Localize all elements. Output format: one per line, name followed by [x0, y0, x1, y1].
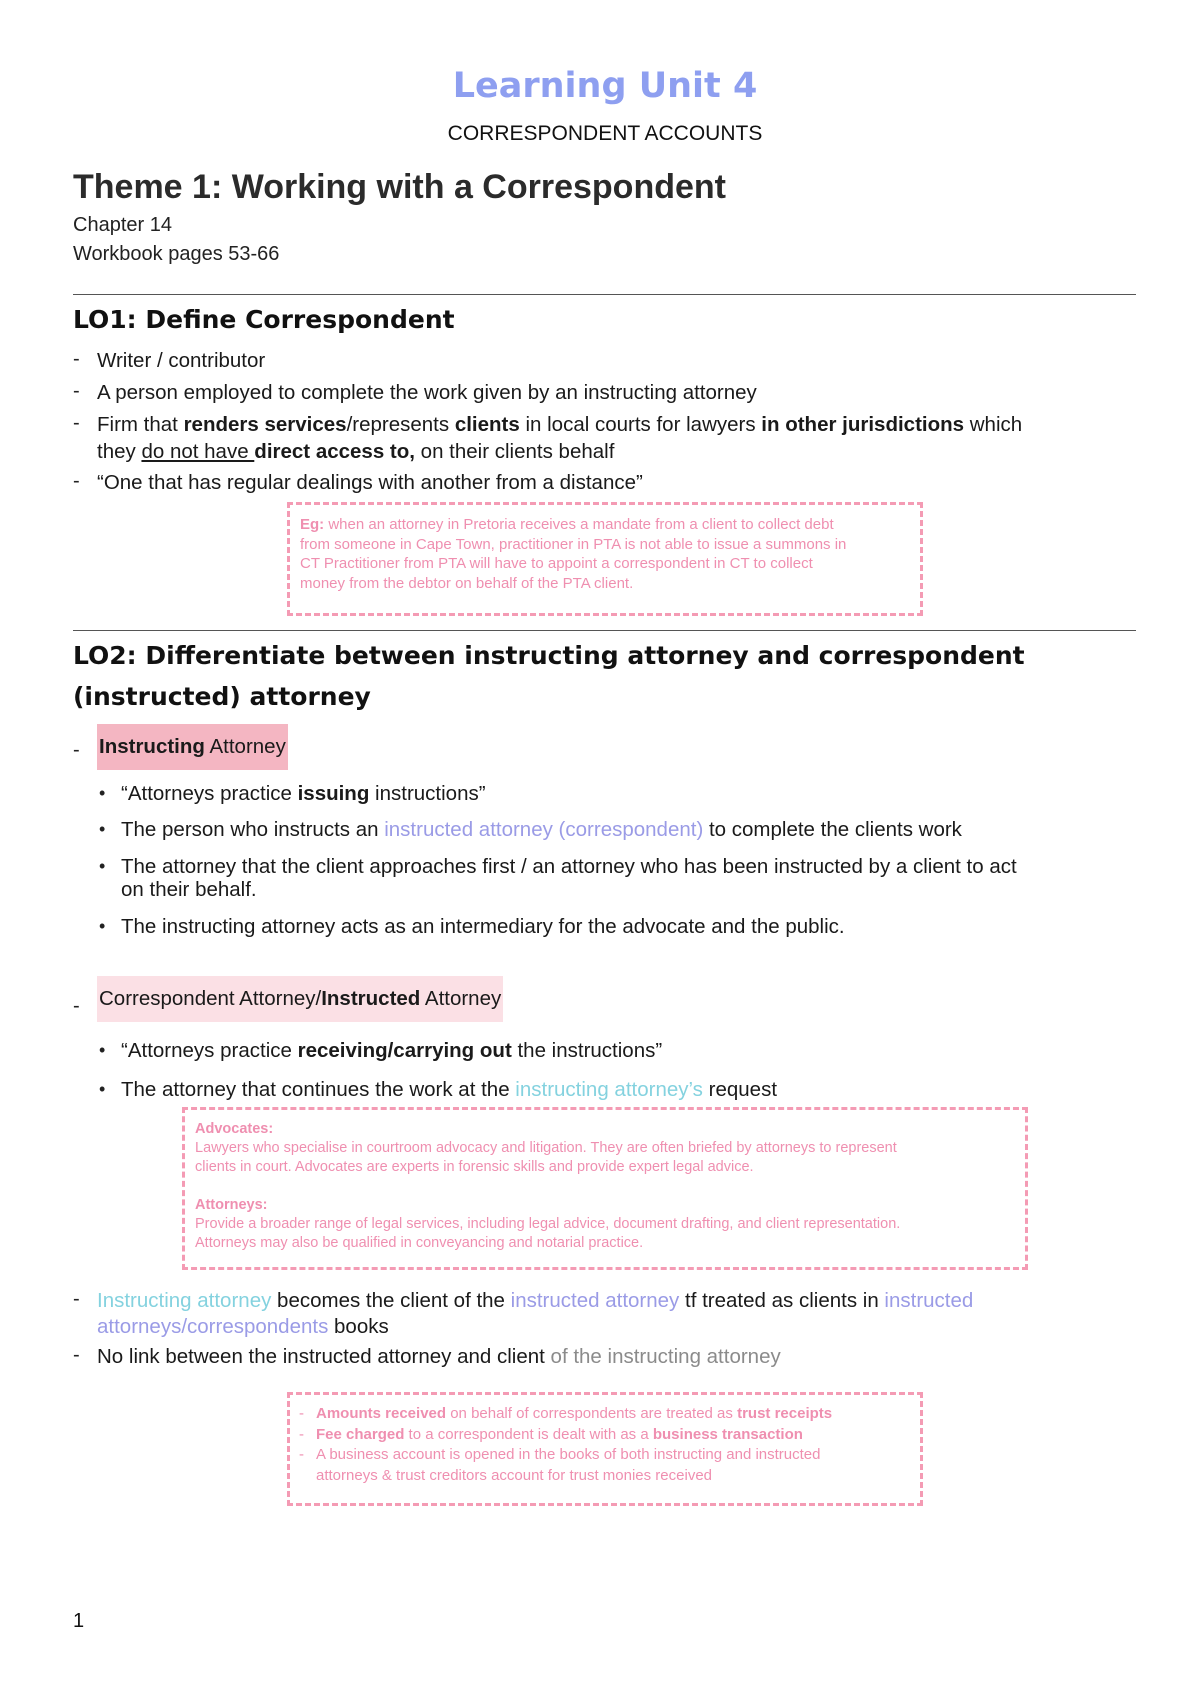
lo1-item-firm-line2: they do not have direct access to, on their clients behalf [97, 440, 615, 463]
no-link-line: No link between the instructed attorney and client of the instructing attorney [97, 1345, 781, 1368]
page-number: 1 [73, 1610, 85, 1632]
trust-item: - Amounts received on behalf of correspondents are treated as trust receipts [299, 1405, 833, 1422]
list-dash: - [73, 380, 80, 402]
divider [73, 630, 1136, 631]
trust-item: - A business account is opened in the books of both instructing and instructed [299, 1446, 821, 1463]
theme-title: Theme 1: Working with a Correspondent [73, 168, 726, 206]
list-dash: - [73, 348, 80, 370]
instructing-bullet-first-line2: on their behalf. [121, 878, 257, 901]
trust-item: - Fee charged to a correspondent is dealt with as a business transaction [299, 1425, 803, 1443]
correspondent-bullet-receiving: “Attorneys practice receiving/carrying out the instructions” [121, 1039, 663, 1062]
list-dash: - [73, 470, 80, 492]
relation-line1: Instructing attorney becomes the client of the instructed attorney tf treated as clients in instructed [97, 1289, 974, 1312]
example-line: Eg: when an attorney in Pretoria receives a mandate from a client to collect debt [300, 516, 834, 533]
lo1-item-person: A person employed to complete the work given by an instructing attorney [97, 381, 757, 404]
workbook-label: Workbook pages 53-66 [73, 243, 280, 265]
advocates-text: clients in court. Advocates are experts in forensic skills and provide expert legal advice. [195, 1159, 754, 1175]
unit-title: Learning Unit 4 [452, 66, 758, 106]
instructing-bullet-intermediary: The instructing attorney acts as an intermediary for the advocate and the public. [121, 915, 845, 938]
correspondent-attorney-label: Correspondent Attorney/Instructed Attorney [97, 976, 503, 1022]
trust-note-box [287, 1392, 923, 1506]
relation-line2: attorneys/correspondents books [97, 1315, 389, 1338]
attorneys-title: Attorneys: [195, 1197, 268, 1213]
lo1-item-firm-line1: Firm that renders services/represents clients in local courts for lawyers in other jurisdictions which [97, 413, 1023, 436]
list-dash: - [73, 739, 80, 761]
bullet: • [99, 819, 106, 839]
example-note-box [287, 502, 923, 616]
lo2-heading-line2: (instructed) attorney [73, 682, 371, 711]
bullet: • [99, 1040, 106, 1060]
list-dash: - [73, 1344, 80, 1366]
chapter-label: Chapter 14 [73, 214, 172, 236]
lo1-heading: LO1: Define Correspondent [73, 305, 455, 334]
attorneys-text: Provide a broader range of legal services, including legal advice, document drafting, and client representation. [195, 1216, 901, 1232]
example-line: from someone in Cape Town, practitioner in PTA is not able to issue a summons in [300, 535, 847, 553]
lo1-item-writer: Writer / contributor [97, 349, 266, 372]
instructing-bullet-issuing: “Attorneys practice issuing instructions” [121, 782, 486, 805]
lo1-item-quote: “One that has regular dealings with another from a distance” [97, 471, 643, 494]
advocates-text: Lawyers who specialise in courtroom advocacy and litigation. They are often briefed by attorneys to represent [195, 1140, 897, 1156]
bullet: • [99, 856, 106, 876]
attorneys-text: Attorneys may also be qualified in conveyancing and notarial practice. [195, 1235, 644, 1251]
advocates-title: Advocates: [195, 1121, 274, 1137]
list-dash: - [73, 1288, 80, 1310]
correspondent-bullet-continues: The attorney that continues the work at the instructing attorney’s request [121, 1078, 778, 1101]
unit-subtitle: CORRESPONDENT ACCOUNTS [447, 122, 763, 145]
advocates-note-box [182, 1107, 1028, 1270]
instructing-bullet-first-line1: The attorney that the client approaches first / an attorney who has been instructed by a client to act [121, 855, 1017, 878]
instructing-attorney-label: Instructing Attorney [97, 724, 288, 770]
lo2-heading-line1: LO2: Differentiate between instructing attorney and correspondent [73, 641, 1025, 670]
divider [73, 294, 1136, 295]
bullet: • [99, 1079, 106, 1099]
bullet: • [99, 916, 106, 936]
bullet: • [99, 783, 106, 803]
example-line: CT Practitioner from PTA will have to appoint a correspondent in CT to collect [300, 555, 813, 572]
example-line: money from the debtor on behalf of the PTA client. [300, 574, 634, 592]
list-dash: - [73, 995, 80, 1017]
instructing-bullet-person: The person who instructs an instructed attorney (correspondent) to complete the clients work [121, 818, 962, 841]
trust-item-continued: attorneys & trust creditors account for trust monies received [316, 1466, 712, 1484]
list-dash: - [73, 412, 80, 434]
